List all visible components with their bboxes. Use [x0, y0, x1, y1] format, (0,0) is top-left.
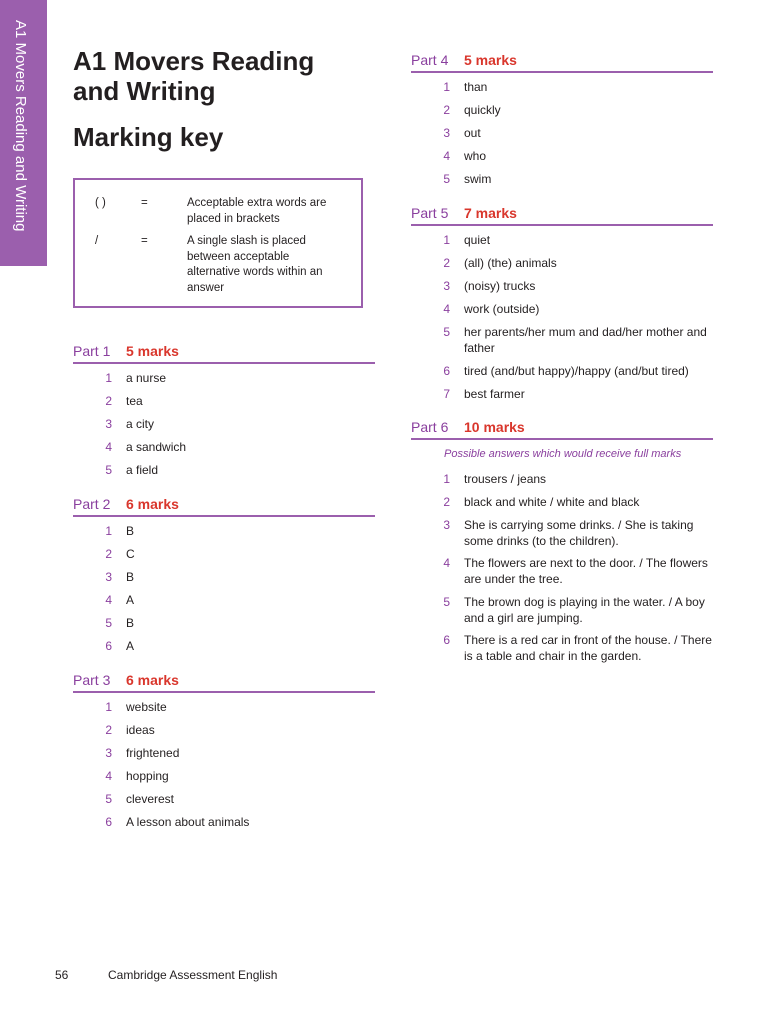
answer-number: 1: [105, 524, 112, 538]
answer-text: trousers / jeans: [464, 472, 547, 486]
answer-number: 3: [443, 126, 450, 140]
part-marks: 10 marks: [464, 419, 525, 435]
part-1-section: [73, 338, 375, 477]
answer-text: B: [126, 524, 135, 538]
part-header: [411, 200, 713, 226]
answer-text: The flowers are next to the door. / The flowers are under the tree.: [464, 556, 708, 586]
answer-text: A: [126, 639, 135, 653]
answer-number: 6: [105, 639, 112, 653]
answer-text: (noisy) trucks: [464, 279, 536, 293]
part-header: [73, 338, 375, 364]
part-label: Part 2: [73, 496, 111, 512]
answer-number: 6: [443, 364, 450, 378]
part-3-section: [73, 667, 375, 829]
legend-description: A single slash is placed between acceptable alternative words within an answer: [187, 235, 323, 294]
legend-equals: =: [141, 235, 148, 247]
part-label: Part 3: [73, 672, 111, 688]
answer-number: 2: [105, 547, 112, 561]
part-5-section: [411, 200, 713, 401]
part-marks: 5 marks: [464, 52, 517, 68]
part-header: [411, 414, 713, 440]
answer-text: black and white / white and black: [464, 495, 640, 509]
answer-text: C: [126, 547, 135, 561]
answer-text: The brown dog is playing in the water. / A boy and a girl are jumping.: [464, 595, 705, 625]
legend-equals: =: [141, 197, 148, 209]
answer-text: tired (and/but happy)/happy (and/but tired): [464, 364, 689, 378]
answer-number: 1: [105, 371, 112, 385]
part-header: [73, 667, 375, 693]
side-tab-label: A1 Movers Reading and Writing: [12, 20, 29, 232]
answer-number: 1: [443, 233, 450, 247]
answer-number: 2: [443, 256, 450, 270]
legend-symbol: ( ): [95, 197, 106, 209]
part-marks: 6 marks: [126, 672, 179, 688]
legend-box: [73, 178, 363, 308]
legend-symbol: /: [95, 235, 99, 247]
answer-text: her parents/her mum and dad/her mother and father: [464, 325, 707, 355]
answer-text: a nurse: [126, 371, 167, 385]
part-note: Possible answers which would receive full marks: [444, 448, 682, 460]
answer-number: 5: [105, 616, 112, 630]
answer-number: 1: [105, 700, 112, 714]
answer-number: 7: [443, 387, 450, 401]
answer-text: out: [464, 126, 481, 140]
answer-number: 3: [105, 746, 112, 760]
part-label: Part 1: [73, 343, 111, 359]
part-marks: 6 marks: [126, 496, 179, 512]
part-6-section: [411, 414, 713, 663]
answer-number: 5: [443, 172, 450, 186]
part-2-section: [73, 491, 375, 653]
answer-number: 3: [443, 279, 450, 293]
answer-number: 3: [443, 518, 450, 532]
part-header: [73, 491, 375, 517]
footer-publisher: Cambridge Assessment English: [108, 968, 278, 982]
answer-text: quickly: [464, 103, 501, 117]
answer-number: 3: [105, 570, 112, 584]
part-marks: 5 marks: [126, 343, 179, 359]
part-label: Part 6: [411, 419, 449, 435]
answer-number: 4: [105, 769, 112, 783]
answer-text: A lesson about animals: [126, 815, 250, 829]
answer-number: 2: [443, 495, 450, 509]
answer-number: 1: [443, 472, 450, 486]
answer-text: ideas: [126, 723, 155, 737]
answer-text: work (outside): [464, 302, 540, 316]
page-subtitle: Marking key: [73, 122, 224, 152]
answer-number: 4: [443, 302, 450, 316]
part-marks: 7 marks: [464, 205, 517, 221]
answer-text: than: [464, 80, 488, 94]
answer-text: frightened: [126, 746, 180, 760]
answer-number: 3: [105, 417, 112, 431]
answer-text: a sandwich: [126, 440, 187, 454]
part-label: Part 5: [411, 205, 449, 221]
answer-text: hopping: [126, 769, 169, 783]
answer-number: 5: [105, 463, 112, 477]
answer-text: She is carrying some drinks. / She is taking some drinks (to the children).: [464, 518, 694, 548]
answer-number: 4: [443, 149, 450, 163]
side-tab: [0, 0, 47, 266]
page-title-line-2: and Writing: [73, 76, 216, 106]
answer-number: 4: [105, 440, 112, 454]
page-number: 56: [55, 968, 69, 982]
answer-number: 5: [443, 595, 450, 609]
answer-number: 2: [105, 394, 112, 408]
answer-number: 4: [443, 556, 450, 570]
answer-text: quiet: [464, 233, 491, 247]
answer-text: who: [464, 149, 487, 163]
answer-text: B: [126, 616, 135, 630]
answer-number: 5: [105, 792, 112, 806]
answer-text: A: [126, 593, 135, 607]
answer-text: There is a red car in front of the house. / There is a table and chair in the garden.: [464, 633, 712, 663]
answer-text: a field: [126, 463, 159, 477]
answer-number: 2: [105, 723, 112, 737]
answer-number: 6: [105, 815, 112, 829]
page-title-line-1: A1 Movers Reading: [73, 46, 315, 76]
answer-text: best farmer: [464, 387, 525, 401]
answer-number: 2: [443, 103, 450, 117]
answer-number: 1: [443, 80, 450, 94]
part-label: Part 4: [411, 52, 449, 68]
answer-number: 5: [443, 325, 450, 339]
answer-text: website: [126, 700, 167, 714]
answer-text: cleverest: [126, 792, 175, 806]
part-header: [411, 47, 713, 73]
answer-text: swim: [464, 172, 492, 186]
page-title: [73, 46, 314, 106]
answer-text: a city: [126, 417, 155, 431]
part-4-section: [411, 47, 713, 186]
legend-description: Acceptable extra words are placed in brackets: [187, 197, 327, 225]
answer-number: 6: [443, 633, 450, 647]
answer-text: (all) (the) animals: [464, 256, 557, 270]
answer-text: B: [126, 570, 135, 584]
answer-text: tea: [126, 394, 143, 408]
answer-number: 4: [105, 593, 112, 607]
